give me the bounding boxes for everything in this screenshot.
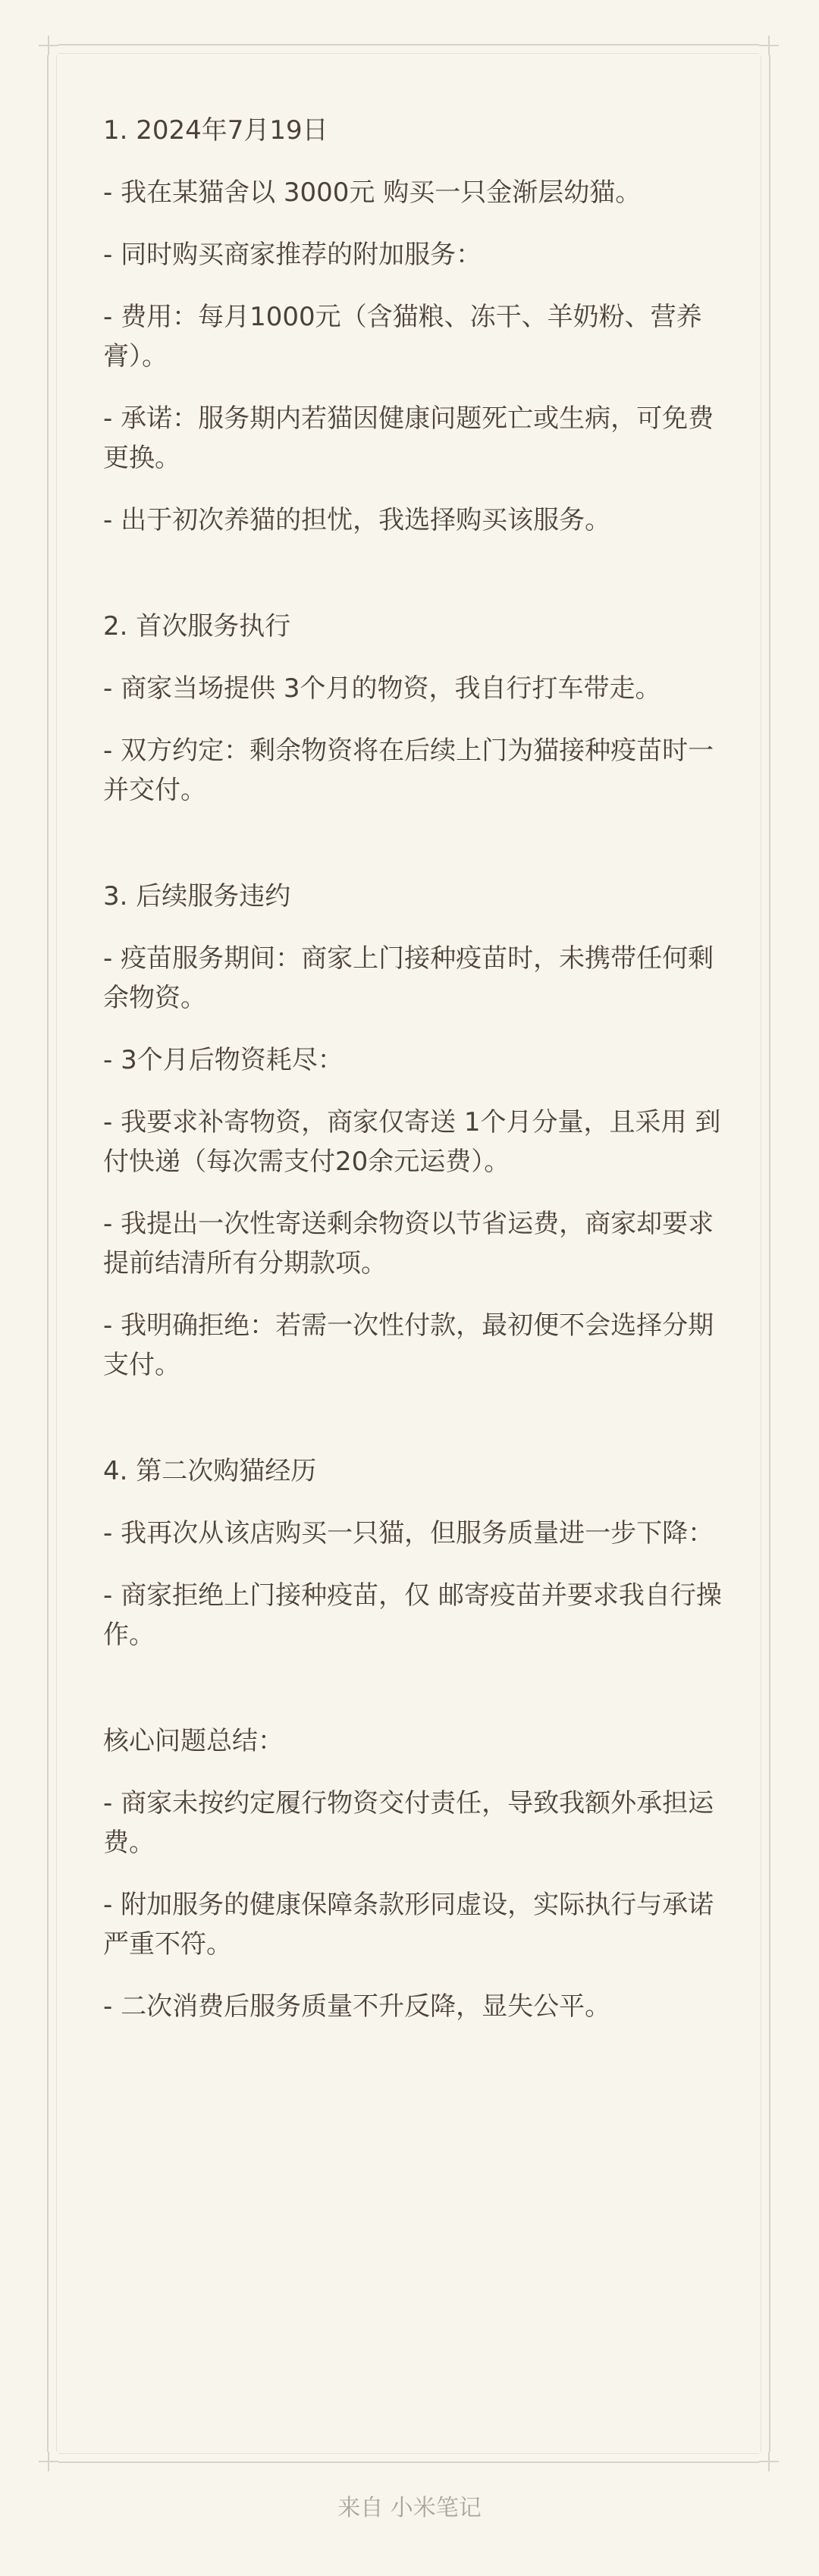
- section-heading: 1. 2024年7月19日: [103, 115, 328, 146]
- corner-ornament: [759, 2452, 779, 2471]
- summary-heading: 核心问题总结：: [103, 1726, 284, 1756]
- section-heading: 3. 后续服务违约: [103, 881, 291, 911]
- list-item: - 我要求补寄物资，商家仅寄送 1个月分量，且采用 到付快递（每次需支付20余元运费）。: [103, 1107, 721, 1177]
- corner-ornament: [39, 2452, 58, 2471]
- list-item: - 疫苗服务期间：商家上门接种疫苗时，未携带任何剩余物资。: [103, 943, 714, 1013]
- list-item: - 3个月后物资耗尽：: [103, 1045, 344, 1075]
- list-item: - 出于初次养猫的担忧，我选择购买该服务。: [103, 505, 611, 535]
- note-section: [103, 607, 725, 810]
- section-heading: 4. 第二次购猫经历: [103, 1456, 317, 1486]
- list-item: - 二次消费后服务质量不升反降，显失公平。: [103, 1991, 611, 2022]
- source-footer: 来自 小米笔记: [337, 2495, 482, 2521]
- section-heading: 2. 首次服务执行: [103, 611, 291, 642]
- list-item: - 商家拒绝上门接种疫苗，仅 邮寄疫苗并要求我自行操作。: [103, 1580, 722, 1650]
- note-content: [103, 111, 725, 2026]
- list-item: - 商家未按约定履行物资交付责任，导致我额外承担运费。: [103, 1788, 714, 1858]
- note-section: [103, 1721, 725, 2026]
- list-item: - 同时购买商家推荐的附加服务：: [103, 240, 482, 270]
- list-item: - 我再次从该店购买一只猫，但服务质量进一步下降：: [103, 1518, 714, 1548]
- corner-ornament: [39, 36, 58, 55]
- list-item: - 附加服务的健康保障条款形同虚设，实际执行与承诺严重不符。: [103, 1890, 714, 1959]
- corner-ornament: [759, 36, 779, 55]
- list-item: - 商家当场提供 3个月的物资，我自行打车带走。: [103, 673, 661, 704]
- list-item: - 我在某猫舍以 3000元 购买一只金渐层幼猫。: [103, 177, 642, 208]
- list-item: - 费用：每月1000元（含猫粮、冻干、羊奶粉、营养膏）。: [103, 302, 702, 372]
- list-item: - 我提出一次性寄送剩余物资以节省运费，商家却要求 提前结清所有分期款项。: [103, 1209, 722, 1279]
- list-item: - 双方约定：剩余物资将在后续上门为猫接种疫苗时一并交付。: [103, 736, 714, 805]
- note-section: [103, 877, 725, 1385]
- note-section: [103, 1451, 725, 1655]
- note-section: [103, 111, 725, 540]
- list-item: - 承诺：服务期内若猫因健康问题死亡或生病，可免费更换。: [103, 403, 714, 473]
- list-item: - 我明确拒绝：若需一次性付款，最初便不会选择分期支付。: [103, 1310, 714, 1380]
